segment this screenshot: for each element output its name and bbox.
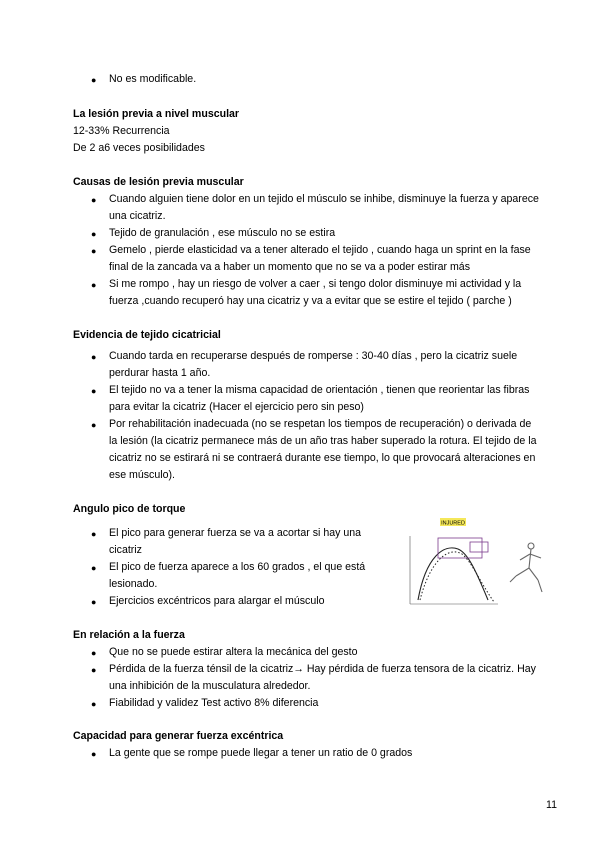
bullet-dot: ● (91, 195, 97, 205)
list-item-line: final de la zancada va a haber un momento que no se va a poder estirar más (109, 261, 470, 273)
bullet-dot: ● (91, 75, 97, 85)
runner-skeleton (510, 543, 542, 592)
bullet-dot: ● (91, 386, 97, 396)
list-item-line: Por rehabilitación inadecuada (no se respetan los tiempos de recuperación) o derivada de (109, 418, 532, 430)
torque-curve-illustration (396, 516, 558, 616)
text-line: 12-33% Recurrencia (73, 125, 170, 137)
bullet-dot: ● (91, 597, 97, 607)
section-heading-previa: La lesión previa a nivel muscular (73, 108, 240, 120)
list-item-line: Cuando alguien tiene dolor en un tejido el músculo se inhibe, disminuye la fuerza y aparece (109, 193, 539, 205)
torque-curve-solid (418, 548, 488, 600)
list-item-line: Gemelo , pierde elasticidad va a tener alterado el tejido , cuando haga un sprint en la fase (109, 244, 531, 256)
list-item-line: El pico para generar fuerza se va a acortar si hay una (109, 527, 362, 539)
list-item-line: para evitar la cicatriz (Hacer el ejercicio pero sin peso) (109, 401, 364, 413)
bullet-dot: ● (91, 648, 97, 658)
bullet-dot: ● (91, 280, 97, 290)
list-item-line: Fiabilidad y validez Test activo 8% diferencia (109, 697, 319, 709)
page-number: 11 (546, 799, 557, 811)
highlight-box (470, 542, 488, 552)
list-item-line: una cicatriz. (109, 210, 166, 222)
torque-curve-dotted (420, 552, 494, 602)
list-item-line: cicatriz no se estirará ni se contraerá durante ese tiempo, lo que provocará alteraciones en (109, 452, 536, 464)
list-item-line: Cuando tarda en recuperarse después de romperse : 30-40 días , pero la cicatriz suele (109, 350, 518, 362)
list-item-line: fuerza ,cuando recuperó hay una cicatriz y va a evitar que se estire el tejido ( parche ) (109, 295, 512, 307)
injured-label: INJURED (441, 520, 465, 527)
section-heading-causas: Causas de lesión previa muscular (73, 176, 244, 188)
section-heading-angulo: Angulo pico de torque (73, 503, 186, 515)
list-item-line: cicatriz (109, 544, 142, 556)
list-item-line: ese músculo). (109, 469, 175, 481)
bullet-dot: ● (91, 246, 97, 256)
section-heading-excentrica: Capacidad para generar fuerza excéntrica (73, 730, 284, 742)
section-heading-evidencia: Evidencia de tejido cicatricial (73, 329, 221, 341)
list-item-line: Pérdida de la fuerza ténsil de la cicatriz→ Hay pérdida de fuerza tensora de la cicatriz. Hay (109, 663, 536, 675)
list-item-line: la lesión (la cicatriz permanece más de un año tras haber superado la rotura. El tejido de la (109, 435, 537, 447)
list-item-line: Tejido de granulación , ese músculo no se estira (109, 227, 336, 239)
text-line: De 2 a6 veces posibilidades (73, 142, 205, 154)
bullet-dot: ● (91, 229, 97, 239)
bullet-dot: ● (91, 352, 97, 362)
list-item-line: La gente que se rompe puede llegar a tener un ratio de 0 grados (109, 747, 413, 759)
bullet-dot: ● (91, 665, 97, 675)
list-item-line: perdurar hasta 1 año. (109, 367, 211, 379)
list-item-line: Ejercicios excéntricos para alargar el músculo (109, 595, 325, 607)
highlight-box (438, 538, 482, 558)
bullet-dot: ● (91, 563, 97, 573)
list-item-line: Si me rompo , hay un riesgo de volver a caer , si tengo dolor disminuye mi actividad y la (109, 278, 522, 290)
list-item-line: Que no se puede estirar altera la mecánica del gesto (109, 646, 358, 658)
list-item-line: lesionado. (109, 578, 158, 590)
list-item-line: una inhibición de la musculatura alrededor. (109, 680, 311, 692)
bullet-dot: ● (91, 699, 97, 709)
list-item-line: El pico de fuerza aparece a los 60 grados , el que está (109, 561, 366, 573)
top-bullet-text: No es modificable. (109, 73, 197, 85)
list-item-line: El tejido no va a tener la misma capacidad de orientación , tienen que reorientar las fibras (109, 384, 530, 396)
bullet-dot: ● (91, 529, 97, 539)
section-heading-fuerza: En relación a la fuerza (73, 629, 185, 641)
bullet-dot: ● (91, 749, 97, 759)
bullet-dot: ● (91, 420, 97, 430)
torque-figure (396, 516, 558, 616)
